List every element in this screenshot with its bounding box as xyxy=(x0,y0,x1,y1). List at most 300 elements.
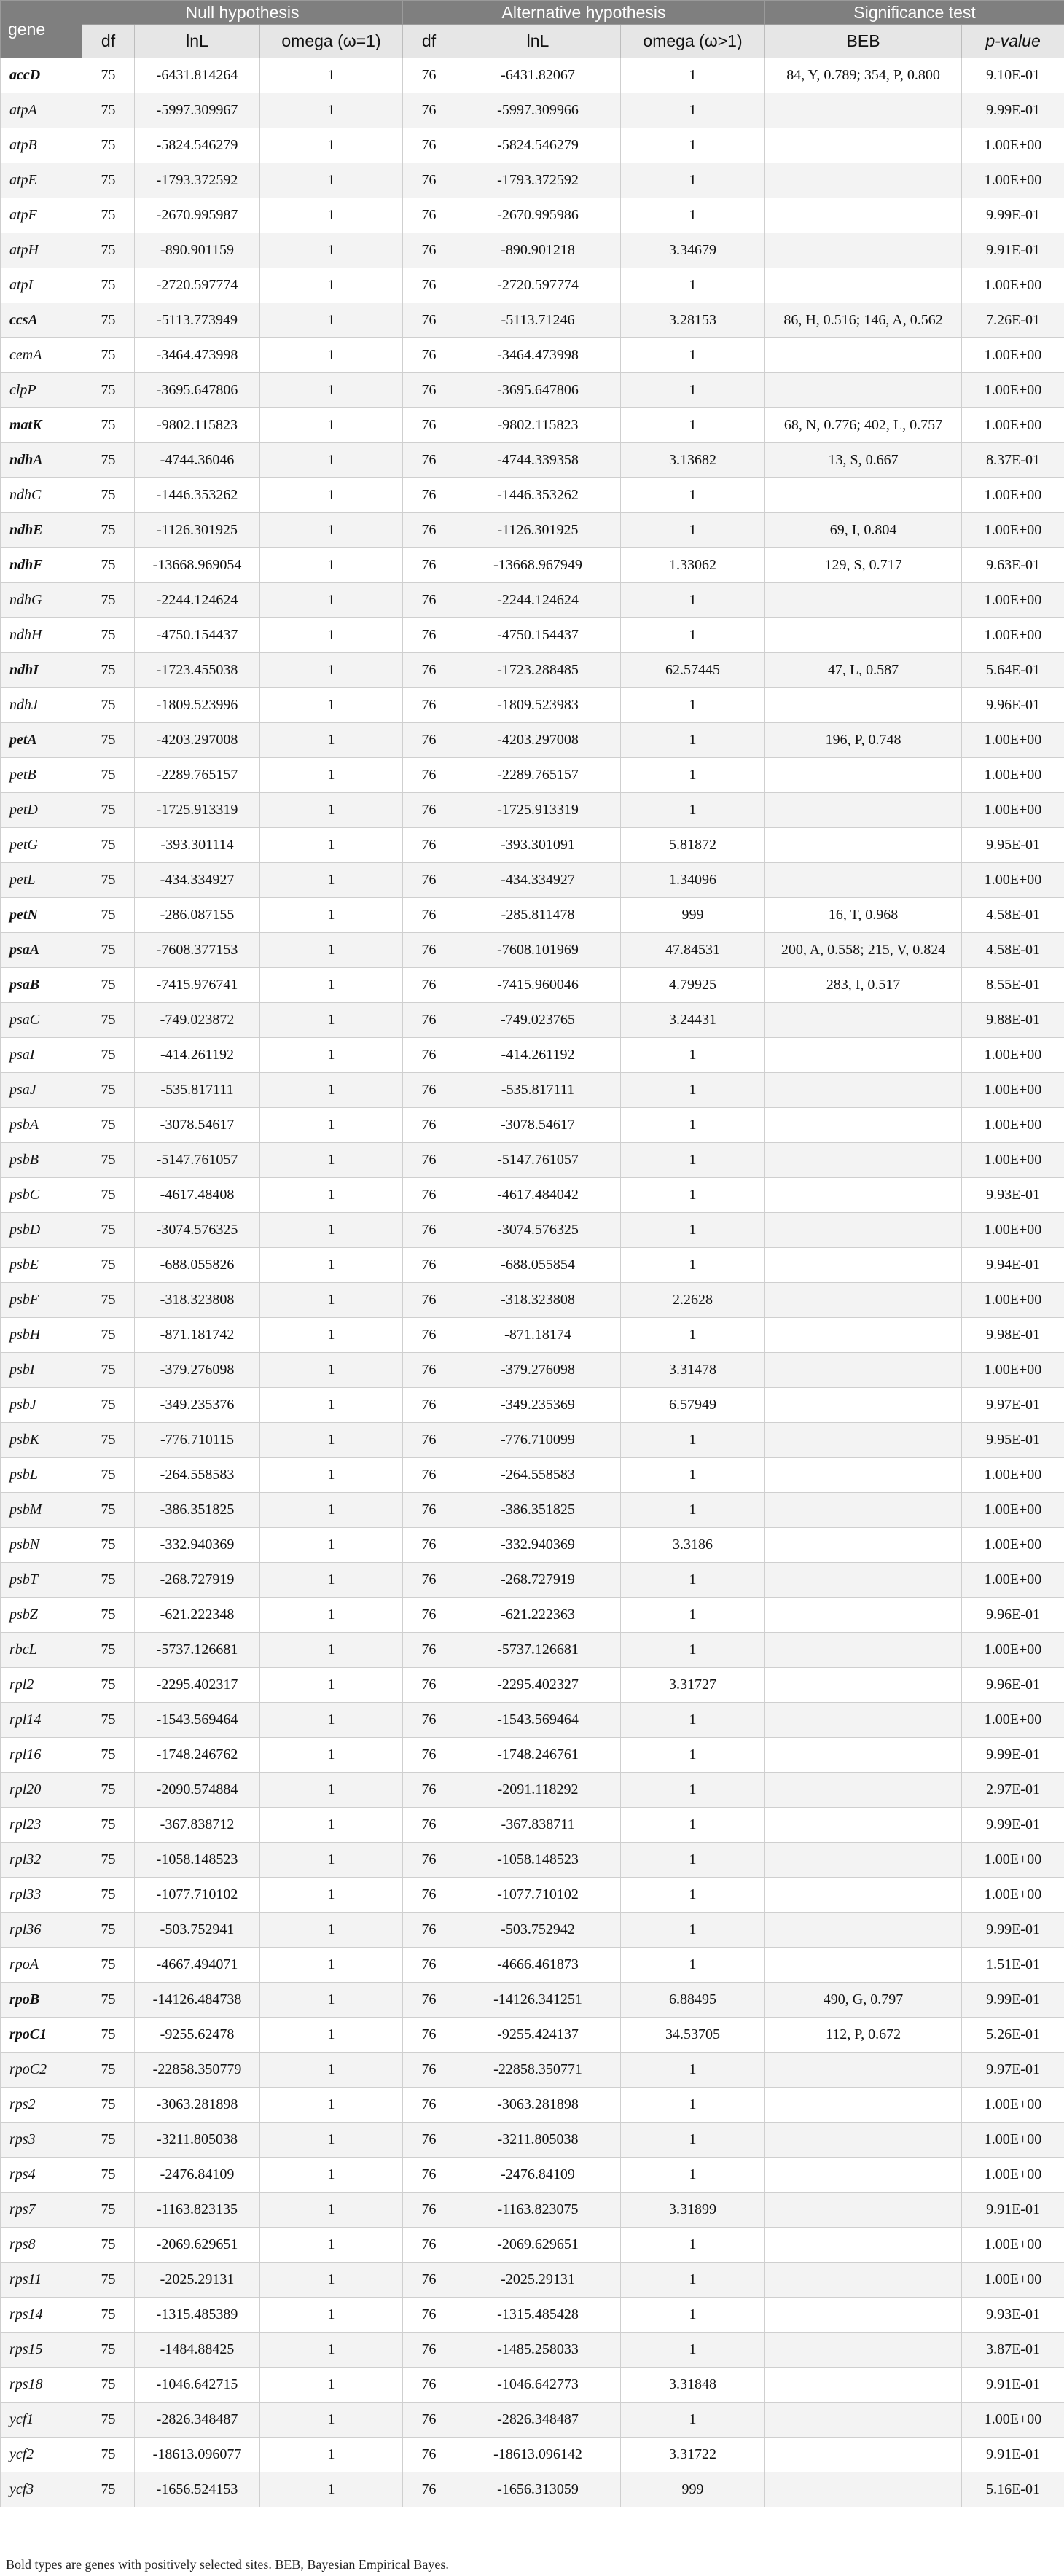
alt-df-cell: 76 xyxy=(403,793,455,828)
table-row xyxy=(1,828,1064,863)
alt-df-cell: 76 xyxy=(403,58,455,93)
beb-cell xyxy=(765,1073,962,1108)
alt-lnl-cell: -9255.424137 xyxy=(455,2018,621,2053)
table-row xyxy=(1,163,1064,198)
alt-df-cell: 76 xyxy=(403,2088,455,2123)
p-value-cell: 1.00E+00 xyxy=(962,863,1064,898)
alt-df-cell: 76 xyxy=(403,2368,455,2403)
gene-cell: rps7 xyxy=(1,2193,82,2228)
table-row xyxy=(1,1283,1064,1318)
table-row xyxy=(1,758,1064,793)
null-df-cell: 75 xyxy=(82,2472,135,2507)
alt-omega-cell: 1 xyxy=(621,268,765,303)
alt-lnl-cell: -749.023765 xyxy=(455,1003,621,1038)
table-row xyxy=(1,1073,1064,1108)
p-value-cell: 9.97E-01 xyxy=(962,1388,1064,1423)
null-omega-cell: 1 xyxy=(260,618,403,653)
null-omega-cell: 1 xyxy=(260,2123,403,2158)
header-subcolumn-row xyxy=(1,25,1064,58)
p-value-cell: 1.00E+00 xyxy=(962,1493,1064,1528)
gene-cell: petN xyxy=(1,898,82,933)
null-df-cell: 75 xyxy=(82,1843,135,1878)
alt-df-cell: 76 xyxy=(403,1213,455,1248)
beb-cell xyxy=(765,2333,962,2368)
null-omega-cell: 1 xyxy=(260,1423,403,1458)
beb-cell xyxy=(765,338,962,373)
alt-lnl-cell: -2289.765157 xyxy=(455,758,621,793)
gene-cell: rps15 xyxy=(1,2333,82,2368)
alt-omega-cell: 1 xyxy=(621,58,765,93)
null-lnl-cell: -4744.36046 xyxy=(135,443,260,478)
null-df-cell: 75 xyxy=(82,1528,135,1563)
alt-omega-cell: 1 xyxy=(621,1948,765,1983)
beb-cell: 68, N, 0.776; 402, L, 0.757 xyxy=(765,408,962,443)
alt-omega-cell: 1 xyxy=(621,373,765,408)
null-lnl-cell: -367.838712 xyxy=(135,1808,260,1843)
null-lnl-cell: -1058.148523 xyxy=(135,1843,260,1878)
table-row xyxy=(1,1248,1064,1283)
p-value-header xyxy=(962,25,1064,58)
alt-lnl-cell: -1126.301925 xyxy=(455,513,621,548)
p-value-cell: 9.88E-01 xyxy=(962,1003,1064,1038)
table-row xyxy=(1,2263,1064,2298)
alt-omega-cell: 1 xyxy=(621,2053,765,2088)
null-omega-cell: 1 xyxy=(260,1738,403,1773)
alt-lnl-cell: -1485.258033 xyxy=(455,2333,621,2368)
p-value-cell: 9.97E-01 xyxy=(962,2053,1064,2088)
null-lnl-cell: -7415.976741 xyxy=(135,968,260,1003)
alt-omega-cell: 3.34679 xyxy=(621,233,765,268)
null-omega-cell: 1 xyxy=(260,723,403,758)
p-value-cell: 9.99E-01 xyxy=(962,1738,1064,1773)
alt-omega-cell: 3.31848 xyxy=(621,2368,765,2403)
table-row xyxy=(1,233,1064,268)
alt-df-cell: 76 xyxy=(403,303,455,338)
null-lnl-cell: -5113.773949 xyxy=(135,303,260,338)
table-row xyxy=(1,1738,1064,1773)
alt-lnl-cell: -414.261192 xyxy=(455,1038,621,1073)
null-omega-cell: 1 xyxy=(260,338,403,373)
table-row xyxy=(1,1703,1064,1738)
alt-lnl-cell: -1723.288485 xyxy=(455,653,621,688)
alternative-hypothesis-header: Alternative hypothesis xyxy=(403,1,765,25)
beb-cell xyxy=(765,2123,962,2158)
p-value-cell: 9.91E-01 xyxy=(962,2193,1064,2228)
gene-cell: psbE xyxy=(1,1248,82,1283)
null-omega-cell: 1 xyxy=(260,268,403,303)
beb-cell xyxy=(765,1773,962,1808)
gene-cell: ndhF xyxy=(1,548,82,583)
p-value-cell: 9.95E-01 xyxy=(962,1423,1064,1458)
alt-lnl-cell: -5997.309966 xyxy=(455,93,621,128)
null-omega-cell: 1 xyxy=(260,863,403,898)
beb-cell xyxy=(765,2368,962,2403)
p-value-cell: 9.95E-01 xyxy=(962,828,1064,863)
alt-df-cell: 76 xyxy=(403,198,455,233)
alt-omega-cell: 1 xyxy=(621,1178,765,1213)
p-value-cell: 9.99E-01 xyxy=(962,1913,1064,1948)
alt-omega-cell: 1 xyxy=(621,1458,765,1493)
null-df-cell: 75 xyxy=(82,2228,135,2263)
alt-lnl-cell: -1748.246761 xyxy=(455,1738,621,1773)
gene-cell: rpoB xyxy=(1,1983,82,2018)
alt-lnl-cell: -386.351825 xyxy=(455,1493,621,1528)
alt-lnl-cell: -22858.350771 xyxy=(455,2053,621,2088)
p-value-cell: 1.00E+00 xyxy=(962,1843,1064,1878)
null-df-cell: 75 xyxy=(82,653,135,688)
p-value-cell: 9.93E-01 xyxy=(962,1178,1064,1213)
table-body xyxy=(1,58,1064,2507)
beb-cell: 16, T, 0.968 xyxy=(765,898,962,933)
alt-df-header: df xyxy=(403,25,455,58)
beb-cell xyxy=(765,1948,962,1983)
alt-df-cell: 76 xyxy=(403,2053,455,2088)
null-lnl-cell: -9255.62478 xyxy=(135,2018,260,2053)
p-value-cell: 1.00E+00 xyxy=(962,1458,1064,1493)
p-value-cell: 9.94E-01 xyxy=(962,1248,1064,1283)
p-value-cell: 1.00E+00 xyxy=(962,373,1064,408)
beb-cell xyxy=(765,198,962,233)
alt-omega-cell: 6.57949 xyxy=(621,1388,765,1423)
alt-df-cell: 76 xyxy=(403,1283,455,1318)
p-value-cell: 1.00E+00 xyxy=(962,1353,1064,1388)
alt-omega-cell: 3.3186 xyxy=(621,1528,765,1563)
null-df-cell: 75 xyxy=(82,1878,135,1913)
p-value-header-text: p-value xyxy=(985,31,1041,50)
table-row xyxy=(1,268,1064,303)
null-df-cell: 75 xyxy=(82,93,135,128)
p-value-cell: 5.64E-01 xyxy=(962,653,1064,688)
table-row xyxy=(1,93,1064,128)
table-row xyxy=(1,1773,1064,1808)
gene-cell: psaJ xyxy=(1,1073,82,1108)
alt-omega-cell: 1 xyxy=(621,583,765,618)
table-row xyxy=(1,548,1064,583)
alt-df-cell: 76 xyxy=(403,1003,455,1038)
alt-lnl-cell: -5737.126681 xyxy=(455,1633,621,1668)
alt-lnl-cell: -434.334927 xyxy=(455,863,621,898)
alt-df-cell: 76 xyxy=(403,93,455,128)
null-df-cell: 75 xyxy=(82,408,135,443)
table-row xyxy=(1,2123,1064,2158)
gene-cell: petL xyxy=(1,863,82,898)
alt-omega-cell: 1 xyxy=(621,1633,765,1668)
null-df-cell: 75 xyxy=(82,1633,135,1668)
alt-df-cell: 76 xyxy=(403,1948,455,1983)
beb-cell xyxy=(765,1353,962,1388)
null-omega-cell: 1 xyxy=(260,1388,403,1423)
null-omega-cell: 1 xyxy=(260,2263,403,2298)
null-omega-cell: 1 xyxy=(260,2368,403,2403)
table-row xyxy=(1,1948,1064,1983)
p-value-cell: 1.00E+00 xyxy=(962,1878,1064,1913)
null-df-cell: 75 xyxy=(82,1773,135,1808)
beb-cell: 86, H, 0.516; 146, A, 0.562 xyxy=(765,303,962,338)
alt-lnl-cell: -2295.402327 xyxy=(455,1668,621,1703)
p-value-cell: 1.00E+00 xyxy=(962,2123,1064,2158)
gene-cell: ycf2 xyxy=(1,2438,82,2472)
null-omega-cell: 1 xyxy=(260,58,403,93)
alt-lnl-cell: -1046.642773 xyxy=(455,2368,621,2403)
p-value-cell: 1.00E+00 xyxy=(962,2228,1064,2263)
table-row xyxy=(1,933,1064,968)
alt-omega-cell: 1 xyxy=(621,723,765,758)
gene-cell: petD xyxy=(1,793,82,828)
beb-cell xyxy=(765,163,962,198)
null-lnl-cell: -503.752941 xyxy=(135,1913,260,1948)
null-lnl-cell: -1126.301925 xyxy=(135,513,260,548)
alt-df-cell: 76 xyxy=(403,1773,455,1808)
alt-omega-cell: 1 xyxy=(621,1703,765,1738)
table-row xyxy=(1,2438,1064,2472)
table-row xyxy=(1,793,1064,828)
null-omega-cell: 1 xyxy=(260,2472,403,2507)
alt-df-cell: 76 xyxy=(403,1318,455,1353)
alt-lnl-cell: -379.276098 xyxy=(455,1353,621,1388)
gene-cell: atpA xyxy=(1,93,82,128)
alt-omega-cell: 1 xyxy=(621,1423,765,1458)
null-df-cell: 75 xyxy=(82,233,135,268)
alt-df-cell: 76 xyxy=(403,1458,455,1493)
table-row xyxy=(1,2193,1064,2228)
beb-cell xyxy=(765,1283,962,1318)
beb-cell: 13, S, 0.667 xyxy=(765,443,962,478)
alt-omega-cell: 999 xyxy=(621,898,765,933)
null-df-cell: 75 xyxy=(82,968,135,1003)
null-lnl-cell: -2069.629651 xyxy=(135,2228,260,2263)
alt-omega-cell: 62.57445 xyxy=(621,653,765,688)
alt-omega-cell: 1.33062 xyxy=(621,548,765,583)
alt-omega-cell: 1 xyxy=(621,1808,765,1843)
alt-omega-header: omega (ω>1) xyxy=(621,25,765,58)
null-omega-cell: 1 xyxy=(260,1563,403,1598)
alt-df-cell: 76 xyxy=(403,1143,455,1178)
gene-cell: ccsA xyxy=(1,303,82,338)
null-df-cell: 75 xyxy=(82,2333,135,2368)
null-omega-cell: 1 xyxy=(260,793,403,828)
alt-omega-cell: 1 xyxy=(621,2123,765,2158)
table-row xyxy=(1,373,1064,408)
null-lnl-cell: -318.323808 xyxy=(135,1283,260,1318)
gene-cell: ndhH xyxy=(1,618,82,653)
beb-cell xyxy=(765,793,962,828)
null-lnl-cell: -2295.402317 xyxy=(135,1668,260,1703)
null-omega-cell: 1 xyxy=(260,1073,403,1108)
null-lnl-cell: -2025.29131 xyxy=(135,2263,260,2298)
p-value-cell: 1.00E+00 xyxy=(962,408,1064,443)
gene-cell: atpF xyxy=(1,198,82,233)
alt-omega-cell: 1 xyxy=(621,688,765,723)
gene-cell: psbL xyxy=(1,1458,82,1493)
null-lnl-cell: -4750.154437 xyxy=(135,618,260,653)
null-df-cell: 75 xyxy=(82,1493,135,1528)
table-row xyxy=(1,478,1064,513)
alt-omega-cell: 4.79925 xyxy=(621,968,765,1003)
beb-cell: 69, I, 0.804 xyxy=(765,513,962,548)
alt-df-cell: 76 xyxy=(403,1808,455,1843)
alt-lnl-cell: -1077.710102 xyxy=(455,1878,621,1913)
null-df-cell: 75 xyxy=(82,268,135,303)
null-lnl-cell: -5997.309967 xyxy=(135,93,260,128)
p-value-cell: 1.00E+00 xyxy=(962,1073,1064,1108)
p-value-cell: 7.26E-01 xyxy=(962,303,1064,338)
table-row xyxy=(1,2088,1064,2123)
p-value-cell: 1.00E+00 xyxy=(962,618,1064,653)
null-lnl-cell: -1809.523996 xyxy=(135,688,260,723)
gene-cell: rpl20 xyxy=(1,1773,82,1808)
table-row xyxy=(1,863,1064,898)
null-df-cell: 75 xyxy=(82,2438,135,2472)
p-value-cell: 8.55E-01 xyxy=(962,968,1064,1003)
alt-omega-cell: 3.31722 xyxy=(621,2438,765,2472)
null-omega-cell: 1 xyxy=(260,1178,403,1213)
p-value-cell: 1.00E+00 xyxy=(962,1213,1064,1248)
alt-df-cell: 76 xyxy=(403,863,455,898)
alt-lnl-cell: -2476.84109 xyxy=(455,2158,621,2193)
alt-omega-cell: 1 xyxy=(621,2298,765,2333)
alt-df-cell: 76 xyxy=(403,2018,455,2053)
null-lnl-cell: -1446.353262 xyxy=(135,478,260,513)
alt-df-cell: 76 xyxy=(403,898,455,933)
beb-cell xyxy=(765,478,962,513)
beb-cell xyxy=(765,1738,962,1773)
null-df-cell: 75 xyxy=(82,688,135,723)
null-omega-cell: 1 xyxy=(260,2193,403,2228)
beb-cell xyxy=(765,1108,962,1143)
null-lnl-cell: -14126.484738 xyxy=(135,1983,260,2018)
beb-cell xyxy=(765,2158,962,2193)
alt-lnl-header: lnL xyxy=(455,25,621,58)
gene-cell: ndhJ xyxy=(1,688,82,723)
gene-cell: psbN xyxy=(1,1528,82,1563)
alt-lnl-cell: -318.323808 xyxy=(455,1283,621,1318)
alt-df-cell: 76 xyxy=(403,1178,455,1213)
gene-cell: psbJ xyxy=(1,1388,82,1423)
alt-lnl-cell: -7608.101969 xyxy=(455,933,621,968)
p-value-cell: 9.99E-01 xyxy=(962,1983,1064,2018)
null-df-cell: 75 xyxy=(82,1388,135,1423)
null-lnl-cell: -3078.54617 xyxy=(135,1108,260,1143)
alt-omega-cell: 5.81872 xyxy=(621,828,765,863)
null-lnl-cell: -1748.246762 xyxy=(135,1738,260,1773)
table-row xyxy=(1,583,1064,618)
alt-df-cell: 76 xyxy=(403,2158,455,2193)
alt-omega-cell: 1 xyxy=(621,2158,765,2193)
null-omega-cell: 1 xyxy=(260,1878,403,1913)
null-lnl-cell: -621.222348 xyxy=(135,1598,260,1633)
table-footnote: Bold types are genes with positively selected sites. BEB, Bayesian Empirical Bayes. xyxy=(6,2557,449,2572)
null-df-cell: 75 xyxy=(82,898,135,933)
p-value-cell: 1.00E+00 xyxy=(962,583,1064,618)
alt-omega-cell: 1 xyxy=(621,1143,765,1178)
null-lnl-cell: -1046.642715 xyxy=(135,2368,260,2403)
null-omega-cell: 1 xyxy=(260,128,403,163)
alt-df-cell: 76 xyxy=(403,513,455,548)
null-omega-cell: 1 xyxy=(260,163,403,198)
gene-cell: rpoA xyxy=(1,1948,82,1983)
null-omega-cell: 1 xyxy=(260,1703,403,1738)
alt-lnl-cell: -2720.597774 xyxy=(455,268,621,303)
alt-omega-cell: 34.53705 xyxy=(621,2018,765,2053)
gene-cell: petA xyxy=(1,723,82,758)
p-value-cell: 1.51E-01 xyxy=(962,1948,1064,1983)
table-row xyxy=(1,1493,1064,1528)
null-df-cell: 75 xyxy=(82,2158,135,2193)
p-value-cell: 1.00E+00 xyxy=(962,2403,1064,2438)
alt-df-cell: 76 xyxy=(403,1913,455,1948)
null-omega-cell: 1 xyxy=(260,1248,403,1283)
alt-lnl-cell: -4744.339358 xyxy=(455,443,621,478)
alt-omega-cell: 1 xyxy=(621,758,765,793)
p-value-cell: 9.98E-01 xyxy=(962,1318,1064,1353)
null-lnl-cell: -5147.761057 xyxy=(135,1143,260,1178)
null-df-cell: 75 xyxy=(82,1108,135,1143)
null-omega-cell: 1 xyxy=(260,2228,403,2263)
null-omega-cell: 1 xyxy=(260,1913,403,1948)
table-row xyxy=(1,2053,1064,2088)
null-df-cell: 75 xyxy=(82,828,135,863)
p-value-cell: 9.99E-01 xyxy=(962,93,1064,128)
gene-cell: psbT xyxy=(1,1563,82,1598)
p-value-cell: 1.00E+00 xyxy=(962,2158,1064,2193)
null-df-cell: 75 xyxy=(82,1598,135,1633)
null-omega-cell: 1 xyxy=(260,1213,403,1248)
p-value-cell: 5.26E-01 xyxy=(962,2018,1064,2053)
alt-lnl-cell: -2826.348487 xyxy=(455,2403,621,2438)
alt-df-cell: 76 xyxy=(403,2263,455,2298)
alt-df-cell: 76 xyxy=(403,1073,455,1108)
null-lnl-cell: -1723.455038 xyxy=(135,653,260,688)
alt-lnl-cell: -3063.281898 xyxy=(455,2088,621,2123)
alt-omega-cell: 3.28153 xyxy=(621,303,765,338)
gene-cell: atpB xyxy=(1,128,82,163)
null-df-cell: 75 xyxy=(82,513,135,548)
alt-df-cell: 76 xyxy=(403,268,455,303)
beb-cell xyxy=(765,2088,962,2123)
p-value-cell: 1.00E+00 xyxy=(962,793,1064,828)
p-value-cell: 5.16E-01 xyxy=(962,2472,1064,2507)
null-df-cell: 75 xyxy=(82,2018,135,2053)
alt-lnl-cell: -503.752942 xyxy=(455,1913,621,1948)
table-row xyxy=(1,1598,1064,1633)
p-value-cell: 9.96E-01 xyxy=(962,1668,1064,1703)
null-df-cell: 75 xyxy=(82,1808,135,1843)
null-df-cell: 75 xyxy=(82,1178,135,1213)
null-omega-cell: 1 xyxy=(260,1493,403,1528)
alt-df-cell: 76 xyxy=(403,128,455,163)
alt-df-cell: 76 xyxy=(403,1878,455,1913)
alt-df-cell: 76 xyxy=(403,1528,455,1563)
null-df-cell: 75 xyxy=(82,548,135,583)
p-value-cell: 9.99E-01 xyxy=(962,1808,1064,1843)
null-df-cell: 75 xyxy=(82,1248,135,1283)
table-row xyxy=(1,2403,1064,2438)
null-lnl-cell: -393.301114 xyxy=(135,828,260,863)
alt-omega-cell: 1 xyxy=(621,513,765,548)
null-df-cell: 75 xyxy=(82,583,135,618)
null-df-cell: 75 xyxy=(82,1458,135,1493)
null-omega-cell: 1 xyxy=(260,2053,403,2088)
gene-cell: psbZ xyxy=(1,1598,82,1633)
beb-cell xyxy=(765,1598,962,1633)
null-omega-cell: 1 xyxy=(260,933,403,968)
alt-df-cell: 76 xyxy=(403,373,455,408)
alt-omega-cell: 1 xyxy=(621,1913,765,1948)
gene-cell: rps3 xyxy=(1,2123,82,2158)
null-omega-cell: 1 xyxy=(260,2158,403,2193)
gene-cell: rpl32 xyxy=(1,1843,82,1878)
null-omega-cell: 1 xyxy=(260,1458,403,1493)
